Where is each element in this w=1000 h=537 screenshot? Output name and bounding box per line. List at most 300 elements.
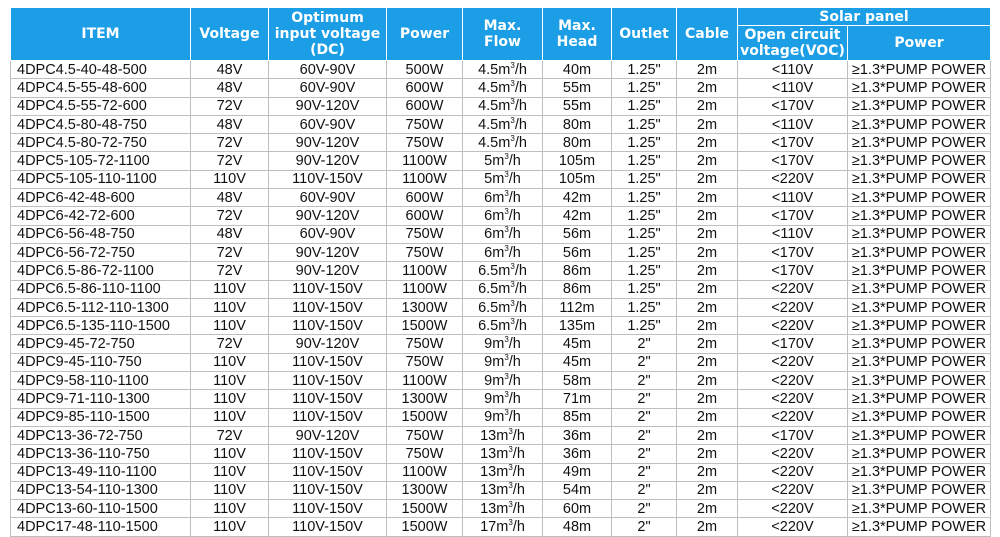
cell-max-head: 55m	[543, 79, 612, 97]
flow-suffix: /h	[514, 262, 527, 279]
cell-power: 600W	[387, 207, 463, 225]
cell-solar-power: ≥1.3*PUMP POWER	[848, 61, 991, 79]
cell-max-flow	[463, 79, 543, 97]
cell-item: 4DPC13-60-110-1500	[11, 500, 191, 518]
cell-voc: <220V	[738, 500, 848, 518]
header-voltage: Voltage	[191, 8, 269, 61]
flow-exponent: 3	[510, 316, 515, 326]
cell-solar-power: ≥1.3*PUMP POWER	[848, 115, 991, 133]
flow-exponent: 3	[508, 444, 513, 454]
table-row	[11, 298, 991, 316]
cell-item: 4DPC13-36-110-750	[11, 445, 191, 463]
cell-item: 4DPC6.5-86-72-1100	[11, 262, 191, 280]
cell-power: 1300W	[387, 298, 463, 316]
flow-suffix: /h	[512, 464, 525, 481]
flow-unit: m	[498, 79, 511, 96]
flow-value: 6	[484, 189, 493, 206]
cell-voc: <220V	[738, 408, 848, 426]
cell-voc: <220V	[738, 353, 848, 371]
flow-suffix: /h	[512, 427, 525, 444]
flow-unit: m	[492, 390, 505, 407]
table-row	[11, 134, 991, 152]
table-body	[11, 61, 991, 537]
cell-voc: <220V	[738, 298, 848, 316]
cell-optimum-voltage: 60V-90V	[269, 189, 387, 207]
table-row	[11, 243, 991, 261]
flow-unit: m	[492, 208, 505, 225]
cell-max-head: 42m	[543, 207, 612, 225]
cell-cable: 2m	[677, 372, 738, 390]
flow-exponent: 3	[508, 463, 513, 473]
cell-solar-power: ≥1.3*PUMP POWER	[848, 243, 991, 261]
header-open-circuit-voltage: Open circuit voltage(VOC)	[738, 26, 848, 61]
cell-cable: 2m	[677, 225, 738, 243]
flow-value: 5	[484, 171, 493, 188]
cell-item: 4DPC9-45-72-750	[11, 335, 191, 353]
cell-optimum-voltage: 60V-90V	[269, 79, 387, 97]
flow-value: 13	[480, 500, 497, 517]
cell-item: 4DPC13-49-110-1100	[11, 463, 191, 481]
table-row	[11, 262, 991, 280]
cell-power: 1500W	[387, 408, 463, 426]
table-row	[11, 390, 991, 408]
table-row	[11, 408, 991, 426]
flow-suffix: /h	[508, 226, 521, 243]
cell-voltage: 72V	[191, 207, 269, 225]
flow-unit: m	[492, 372, 505, 389]
cell-item: 4DPC9-58-110-1100	[11, 372, 191, 390]
cell-voltage: 110V	[191, 408, 269, 426]
flow-value: 4.5	[478, 134, 499, 151]
cell-voc: <220V	[738, 280, 848, 298]
table-row	[11, 189, 991, 207]
cell-solar-power: ≥1.3*PUMP POWER	[848, 280, 991, 298]
cell-max-flow	[463, 426, 543, 444]
cell-outlet: 2"	[612, 518, 677, 536]
cell-power: 750W	[387, 243, 463, 261]
cell-cable: 2m	[677, 408, 738, 426]
cell-cable: 2m	[677, 353, 738, 371]
cell-max-head: 71m	[543, 390, 612, 408]
cell-solar-power: ≥1.3*PUMP POWER	[848, 225, 991, 243]
cell-optimum-voltage: 90V-120V	[269, 152, 387, 170]
cell-voc: <220V	[738, 170, 848, 188]
flow-unit: m	[498, 134, 511, 151]
cell-item: 4DPC6-56-48-750	[11, 225, 191, 243]
cell-solar-power: ≥1.3*PUMP POWER	[848, 317, 991, 335]
cell-item: 4DPC4.5-40-48-500	[11, 61, 191, 79]
flow-value: 6	[484, 244, 493, 261]
flow-exponent: 3	[504, 170, 509, 180]
cell-max-flow	[463, 262, 543, 280]
cell-max-flow	[463, 115, 543, 133]
cell-max-flow	[463, 408, 543, 426]
cell-outlet: 2"	[612, 372, 677, 390]
cell-solar-power: ≥1.3*PUMP POWER	[848, 79, 991, 97]
cell-item: 4DPC4.5-55-48-600	[11, 79, 191, 97]
flow-unit: m	[492, 226, 505, 243]
flow-suffix: /h	[508, 189, 521, 206]
flow-value: 4.5	[478, 61, 499, 78]
cell-cable: 2m	[677, 500, 738, 518]
cell-solar-power: ≥1.3*PUMP POWER	[848, 445, 991, 463]
flow-exponent: 3	[504, 335, 509, 345]
cell-outlet: 1.25"	[612, 280, 677, 298]
header-optimum-input-voltage: Optimum input voltage (DC)	[269, 8, 387, 61]
cell-max-head: 112m	[543, 298, 612, 316]
flow-suffix: /h	[512, 519, 525, 536]
cell-solar-power: ≥1.3*PUMP POWER	[848, 390, 991, 408]
cell-optimum-voltage: 110V-150V	[269, 280, 387, 298]
cell-cable: 2m	[677, 207, 738, 225]
cell-power: 1500W	[387, 518, 463, 536]
cell-max-flow	[463, 189, 543, 207]
flow-unit: m	[492, 189, 505, 206]
flow-value: 6.5	[478, 262, 499, 279]
cell-max-head: 105m	[543, 152, 612, 170]
cell-max-flow	[463, 500, 543, 518]
flow-suffix: /h	[514, 317, 527, 334]
flow-exponent: 3	[510, 298, 515, 308]
cell-cable: 2m	[677, 445, 738, 463]
header-max-head: Max. Head	[543, 8, 612, 61]
cell-optimum-voltage: 90V-120V	[269, 97, 387, 115]
flow-suffix: /h	[514, 79, 527, 96]
flow-suffix: /h	[508, 409, 521, 426]
cell-voc: <220V	[738, 372, 848, 390]
header-max-flow: Max. Flow	[463, 8, 543, 61]
flow-unit: m	[498, 262, 511, 279]
cell-max-head: 48m	[543, 518, 612, 536]
cell-max-head: 56m	[543, 225, 612, 243]
cell-item: 4DPC17-48-110-1500	[11, 518, 191, 536]
table-row	[11, 426, 991, 444]
flow-value: 13	[480, 427, 497, 444]
table-row	[11, 500, 991, 518]
cell-voc: <220V	[738, 317, 848, 335]
flow-suffix: /h	[512, 500, 525, 517]
cell-outlet: 1.25"	[612, 170, 677, 188]
cell-solar-power: ≥1.3*PUMP POWER	[848, 408, 991, 426]
cell-max-head: 49m	[543, 463, 612, 481]
cell-optimum-voltage: 110V-150V	[269, 390, 387, 408]
cell-max-head: 36m	[543, 426, 612, 444]
cell-solar-power: ≥1.3*PUMP POWER	[848, 335, 991, 353]
cell-voc: <110V	[738, 79, 848, 97]
cell-item: 4DPC5-105-110-1100	[11, 170, 191, 188]
flow-unit: m	[496, 445, 509, 462]
flow-exponent: 3	[504, 152, 509, 162]
cell-voltage: 110V	[191, 445, 269, 463]
cell-max-flow	[463, 170, 543, 188]
cell-outlet: 2"	[612, 463, 677, 481]
cell-voc: <220V	[738, 518, 848, 536]
flow-exponent: 3	[504, 225, 509, 235]
flow-unit: m	[492, 171, 505, 188]
cell-optimum-voltage: 110V-150V	[269, 298, 387, 316]
flow-suffix: /h	[508, 171, 521, 188]
table-row	[11, 353, 991, 371]
cell-max-flow	[463, 445, 543, 463]
cell-cable: 2m	[677, 170, 738, 188]
cell-max-head: 55m	[543, 97, 612, 115]
cell-item: 4DPC9-85-110-1500	[11, 408, 191, 426]
cell-max-head: 80m	[543, 115, 612, 133]
flow-exponent: 3	[508, 481, 513, 491]
flow-suffix: /h	[508, 354, 521, 371]
flow-value: 6.5	[478, 281, 499, 298]
cell-power: 1100W	[387, 280, 463, 298]
cell-voltage: 110V	[191, 353, 269, 371]
cell-power: 600W	[387, 189, 463, 207]
cell-power: 500W	[387, 61, 463, 79]
cell-max-head: 80m	[543, 134, 612, 152]
cell-voc: <220V	[738, 463, 848, 481]
cell-max-flow	[463, 61, 543, 79]
cell-max-flow	[463, 317, 543, 335]
flow-value: 9	[484, 390, 493, 407]
cell-outlet: 1.25"	[612, 298, 677, 316]
cell-optimum-voltage: 90V-120V	[269, 262, 387, 280]
cell-cable: 2m	[677, 79, 738, 97]
cell-power: 1100W	[387, 262, 463, 280]
cell-voc: <220V	[738, 390, 848, 408]
cell-outlet: 1.25"	[612, 115, 677, 133]
cell-solar-power: ≥1.3*PUMP POWER	[848, 426, 991, 444]
cell-max-flow	[463, 280, 543, 298]
cell-optimum-voltage: 110V-150V	[269, 463, 387, 481]
flow-exponent: 3	[504, 353, 509, 363]
flow-unit: m	[492, 336, 505, 353]
cell-max-head: 58m	[543, 372, 612, 390]
flow-suffix: /h	[514, 61, 527, 78]
cell-optimum-voltage: 110V-150V	[269, 481, 387, 499]
cell-power: 750W	[387, 335, 463, 353]
cell-power: 750W	[387, 353, 463, 371]
cell-optimum-voltage: 60V-90V	[269, 225, 387, 243]
cell-max-head: 56m	[543, 243, 612, 261]
header-power: Power	[387, 8, 463, 61]
flow-exponent: 3	[510, 133, 515, 143]
cell-optimum-voltage: 110V-150V	[269, 353, 387, 371]
flow-value: 13	[480, 464, 497, 481]
cell-max-flow	[463, 372, 543, 390]
cell-outlet: 1.25"	[612, 152, 677, 170]
cell-outlet: 2"	[612, 390, 677, 408]
flow-suffix: /h	[512, 482, 525, 499]
flow-unit: m	[492, 244, 505, 261]
flow-value: 9	[484, 354, 493, 371]
cell-optimum-voltage: 90V-120V	[269, 134, 387, 152]
spec-table-container	[10, 7, 990, 537]
flow-value: 4.5	[478, 79, 499, 96]
cell-item: 4DPC4.5-80-48-750	[11, 115, 191, 133]
pump-spec-table	[10, 7, 991, 537]
cell-voc: <170V	[738, 243, 848, 261]
flow-exponent: 3	[504, 188, 509, 198]
table-row	[11, 445, 991, 463]
cell-voc: <110V	[738, 225, 848, 243]
cell-voc: <170V	[738, 426, 848, 444]
cell-max-flow	[463, 353, 543, 371]
cell-max-head: 60m	[543, 500, 612, 518]
cell-item: 4DPC4.5-80-72-750	[11, 134, 191, 152]
cell-solar-power: ≥1.3*PUMP POWER	[848, 353, 991, 371]
cell-power: 1300W	[387, 390, 463, 408]
table-row	[11, 317, 991, 335]
flow-value: 13	[480, 445, 497, 462]
cell-optimum-voltage: 90V-120V	[269, 426, 387, 444]
cell-solar-power: ≥1.3*PUMP POWER	[848, 262, 991, 280]
cell-voc: <110V	[738, 115, 848, 133]
cell-voltage: 72V	[191, 426, 269, 444]
cell-voltage: 48V	[191, 79, 269, 97]
cell-power: 1100W	[387, 372, 463, 390]
flow-value: 6	[484, 208, 493, 225]
flow-suffix: /h	[514, 116, 527, 133]
cell-power: 600W	[387, 97, 463, 115]
cell-voltage: 110V	[191, 317, 269, 335]
flow-value: 9	[484, 336, 493, 353]
flow-value: 9	[484, 409, 493, 426]
cell-voltage: 48V	[191, 61, 269, 79]
cell-item: 4DPC6.5-135-110-1500	[11, 317, 191, 335]
flow-exponent: 3	[508, 426, 513, 436]
cell-outlet: 1.25"	[612, 134, 677, 152]
table-row	[11, 207, 991, 225]
cell-outlet: 1.25"	[612, 243, 677, 261]
cell-optimum-voltage: 110V-150V	[269, 408, 387, 426]
cell-max-head: 85m	[543, 408, 612, 426]
flow-suffix: /h	[514, 134, 527, 151]
cell-item: 4DPC4.5-55-72-600	[11, 97, 191, 115]
cell-voc: <170V	[738, 262, 848, 280]
cell-item: 4DPC13-36-72-750	[11, 426, 191, 444]
cell-power: 1100W	[387, 170, 463, 188]
cell-outlet: 1.25"	[612, 97, 677, 115]
cell-cable: 2m	[677, 463, 738, 481]
flow-exponent: 3	[510, 60, 515, 70]
table-row	[11, 97, 991, 115]
cell-voltage: 110V	[191, 463, 269, 481]
flow-value: 6.5	[478, 317, 499, 334]
table-row	[11, 225, 991, 243]
cell-voc: <170V	[738, 335, 848, 353]
table-row	[11, 115, 991, 133]
header-item: ITEM	[11, 8, 191, 61]
flow-suffix: /h	[508, 390, 521, 407]
flow-suffix: /h	[508, 208, 521, 225]
cell-voc: <170V	[738, 134, 848, 152]
table-row	[11, 481, 991, 499]
cell-voc: <170V	[738, 152, 848, 170]
cell-solar-power: ≥1.3*PUMP POWER	[848, 481, 991, 499]
cell-voltage: 72V	[191, 97, 269, 115]
cell-power: 750W	[387, 134, 463, 152]
header-cable: Cable	[677, 8, 738, 61]
header-outlet: Outlet	[612, 8, 677, 61]
cell-voltage: 110V	[191, 298, 269, 316]
cell-voltage: 48V	[191, 225, 269, 243]
flow-unit: m	[492, 153, 505, 170]
cell-optimum-voltage: 90V-120V	[269, 207, 387, 225]
flow-unit: m	[498, 116, 511, 133]
cell-item: 4DPC6-42-72-600	[11, 207, 191, 225]
cell-power: 750W	[387, 225, 463, 243]
cell-outlet: 2"	[612, 500, 677, 518]
cell-voltage: 110V	[191, 390, 269, 408]
cell-voltage: 110V	[191, 481, 269, 499]
table-row	[11, 372, 991, 390]
cell-item: 4DPC6-42-48-600	[11, 189, 191, 207]
cell-max-head: 135m	[543, 317, 612, 335]
flow-suffix: /h	[512, 445, 525, 462]
flow-suffix: /h	[514, 299, 527, 316]
cell-optimum-voltage: 110V-150V	[269, 518, 387, 536]
table-row	[11, 152, 991, 170]
cell-cable: 2m	[677, 317, 738, 335]
cell-solar-power: ≥1.3*PUMP POWER	[848, 189, 991, 207]
cell-outlet: 2"	[612, 445, 677, 463]
cell-max-head: 86m	[543, 280, 612, 298]
cell-max-head: 45m	[543, 353, 612, 371]
cell-solar-power: ≥1.3*PUMP POWER	[848, 372, 991, 390]
cell-optimum-voltage: 110V-150V	[269, 170, 387, 188]
flow-exponent: 3	[504, 389, 509, 399]
cell-cable: 2m	[677, 134, 738, 152]
cell-voltage: 110V	[191, 280, 269, 298]
cell-max-head: 40m	[543, 61, 612, 79]
flow-value: 6.5	[478, 299, 499, 316]
header-solar-panel: Solar panel	[738, 8, 991, 26]
cell-max-flow	[463, 243, 543, 261]
cell-cable: 2m	[677, 262, 738, 280]
cell-power: 1100W	[387, 152, 463, 170]
flow-exponent: 3	[504, 207, 509, 217]
cell-voc: <220V	[738, 481, 848, 499]
cell-outlet: 1.25"	[612, 207, 677, 225]
cell-item: 4DPC9-45-110-750	[11, 353, 191, 371]
cell-power: 750W	[387, 445, 463, 463]
flow-exponent: 3	[504, 371, 509, 381]
cell-voltage: 72V	[191, 134, 269, 152]
cell-cable: 2m	[677, 518, 738, 536]
flow-unit: m	[492, 354, 505, 371]
flow-unit: m	[498, 299, 511, 316]
cell-voc: <220V	[738, 445, 848, 463]
cell-cable: 2m	[677, 298, 738, 316]
cell-max-head: 54m	[543, 481, 612, 499]
flow-unit: m	[492, 409, 505, 426]
cell-cable: 2m	[677, 426, 738, 444]
flow-suffix: /h	[508, 153, 521, 170]
cell-optimum-voltage: 90V-120V	[269, 243, 387, 261]
cell-power: 1500W	[387, 317, 463, 335]
cell-outlet: 1.25"	[612, 61, 677, 79]
cell-optimum-voltage: 90V-120V	[269, 335, 387, 353]
cell-outlet: 1.25"	[612, 225, 677, 243]
cell-optimum-voltage: 60V-90V	[269, 61, 387, 79]
flow-suffix: /h	[514, 98, 527, 115]
cell-max-head: 42m	[543, 189, 612, 207]
flow-exponent: 3	[508, 499, 513, 509]
flow-unit: m	[496, 464, 509, 481]
flow-suffix: /h	[508, 336, 521, 353]
flow-exponent: 3	[510, 115, 515, 125]
table-row	[11, 79, 991, 97]
cell-cable: 2m	[677, 115, 738, 133]
cell-max-head: 105m	[543, 170, 612, 188]
